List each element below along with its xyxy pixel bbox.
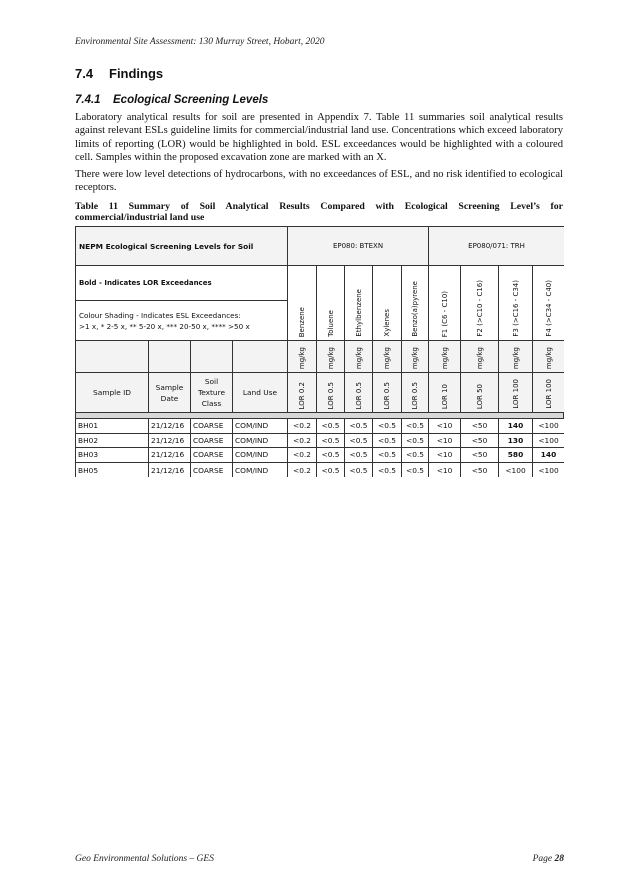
result-cell xyxy=(499,419,533,434)
analyte-header xyxy=(288,266,317,341)
analyte-header xyxy=(317,266,345,341)
sample-date-cell-text: 21/12/16 xyxy=(151,435,185,445)
result-cell-text: 130 xyxy=(507,435,524,445)
result-cell xyxy=(373,448,402,463)
result-cell-text: <0.5 xyxy=(378,465,396,475)
sample-id-header xyxy=(76,373,149,413)
lor-cell xyxy=(429,373,461,413)
result-cell-text: <0.5 xyxy=(349,421,368,431)
unit-cell xyxy=(429,341,461,373)
result-cell xyxy=(288,448,317,463)
result-cell-text: <0.5 xyxy=(406,435,424,445)
analyte-header xyxy=(533,266,564,341)
analyte-name: Benzo(a)pyrene xyxy=(411,281,419,337)
result-cell-text: <50 xyxy=(471,435,488,445)
unit-text: mg/kg xyxy=(544,346,553,369)
running-footer: Geo Environmental Solutions – GES xyxy=(75,854,214,864)
sample-date-cell-text: 21/12/16 xyxy=(151,421,185,431)
sample-date-cell-text: 21/12/16 xyxy=(151,450,185,460)
result-cell xyxy=(499,448,533,463)
result-cell-text: <0.5 xyxy=(349,450,368,460)
sample-date-cell xyxy=(149,448,191,463)
lor-text: LOR 0.5 xyxy=(326,381,335,409)
lor-cell xyxy=(402,373,429,413)
legend-bold-cell xyxy=(76,266,288,301)
sample-id-cell xyxy=(76,434,149,449)
result-cell-text: <0.5 xyxy=(321,450,340,460)
unit-cell xyxy=(373,341,402,373)
land-use-cell-text: COM/IND xyxy=(235,465,269,475)
table-title-cell-text: NEPM Ecological Screening Levels for Soil xyxy=(79,241,254,251)
lor-text: LOR 0.5 xyxy=(411,381,419,409)
result-cell-text: 140 xyxy=(540,450,557,460)
unit-text: mg/kg xyxy=(411,346,419,369)
soil-texture-cell-text: COARSE xyxy=(193,450,224,460)
analyte-header xyxy=(461,266,499,341)
lor-cell xyxy=(317,373,345,413)
result-cell-text: <0.5 xyxy=(406,465,424,475)
lor-text: LOR 0.5 xyxy=(383,381,391,409)
result-cell-text: <0.5 xyxy=(321,465,340,475)
soil-texture-cell xyxy=(191,448,233,463)
sample-id-cell-text: BH01 xyxy=(78,421,99,431)
section-number: 7.4 xyxy=(75,66,94,81)
result-cell-text: <0.2 xyxy=(293,450,311,460)
lor-text: LOR 10 xyxy=(440,383,449,409)
result-cell-text: <0.5 xyxy=(378,421,396,431)
unit-cell xyxy=(402,341,429,373)
result-cell-text: <0.5 xyxy=(321,421,340,431)
unit-text: mg/kg xyxy=(326,346,335,369)
sample-date-header xyxy=(149,373,191,413)
result-cell xyxy=(429,434,461,449)
result-cell-text: <0.5 xyxy=(406,450,424,460)
sample-id-cell xyxy=(76,463,149,478)
result-cell-text: <0.5 xyxy=(349,435,368,445)
analyte-name: Toluene xyxy=(326,310,335,337)
lor-text: LOR 0.2 xyxy=(298,381,306,409)
group-header-btexn xyxy=(288,227,429,266)
paragraph-lab-results: Laboratory analytical results for soil are presented in Appendix 7. Table 11 summaries soil analytical results against relevant ESLs guideline limits for commercial/industrial land use. Concentrations which exceed laboratory limits of reporting (LOR) would be highlighted in bold. ESL exceedances would be highlighted with a coloured cell. Samples within the proposed excavation zone are marked with an X. xyxy=(75,112,563,164)
analyte-name: Ethylbenzene xyxy=(354,289,363,337)
result-cell-text: <0.5 xyxy=(378,435,396,445)
legend-bold-cell-text: Bold - Indicates LOR Exceedances xyxy=(79,279,212,287)
group-header-trh xyxy=(429,227,564,266)
soil-texture-header-text: Soil Texture Class xyxy=(197,377,226,408)
result-cell-text: <50 xyxy=(471,465,488,475)
result-cell xyxy=(288,463,317,478)
unit-text: mg/kg xyxy=(511,346,520,369)
result-cell xyxy=(461,448,499,463)
result-cell xyxy=(288,434,317,449)
result-cell xyxy=(373,419,402,434)
result-cell xyxy=(461,463,499,478)
result-cell xyxy=(461,419,499,434)
result-cell-text: <100 xyxy=(538,435,559,445)
result-cell xyxy=(402,419,429,434)
lor-text: LOR 50 xyxy=(475,383,484,409)
legend-colour-line-1: Colour Shading - Indicates ESL Exceedances: xyxy=(79,310,241,320)
analyte-name: F4 (>C34 - C40) xyxy=(544,280,553,337)
analyte-name: Xylenes xyxy=(383,309,391,337)
result-cell-text: <50 xyxy=(471,450,488,460)
soil-texture-cell xyxy=(191,434,233,449)
empty-unit-cell xyxy=(233,341,288,373)
unit-text: mg/kg xyxy=(354,346,363,369)
table-caption xyxy=(75,201,563,223)
result-cell xyxy=(317,463,345,478)
result-cell-text: <0.5 xyxy=(378,450,396,460)
analyte-name: F2 (>C10 - C16) xyxy=(475,280,484,337)
result-cell-text: <0.2 xyxy=(293,465,311,475)
result-cell-text: <10 xyxy=(436,450,453,460)
result-cell xyxy=(317,434,345,449)
running-header: Environmental Site Assessment: 130 Murray Street, Hobart, 2020 xyxy=(75,37,325,47)
subsection-title: Ecological Screening Levels xyxy=(113,94,269,106)
page-number-value: 28 xyxy=(554,854,564,864)
land-use-cell-text: COM/IND xyxy=(235,450,269,460)
lor-cell xyxy=(533,373,564,413)
result-cell xyxy=(402,434,429,449)
lor-cell xyxy=(461,373,499,413)
lor-text: LOR 0.5 xyxy=(354,381,363,409)
sample-id-cell-text: BH03 xyxy=(78,450,99,460)
land-use-cell xyxy=(233,434,288,449)
result-cell xyxy=(533,434,564,449)
result-cell xyxy=(499,434,533,449)
result-cell-text: <10 xyxy=(436,435,453,445)
section-title: Findings xyxy=(109,66,164,81)
result-cell-text: 580 xyxy=(507,450,524,460)
lor-cell xyxy=(345,373,373,413)
sample-id-cell xyxy=(76,448,149,463)
result-cell-text: <0.5 xyxy=(321,435,340,445)
ecological-screening-table xyxy=(75,226,564,477)
result-cell xyxy=(317,419,345,434)
page-number xyxy=(533,854,564,864)
lor-cell xyxy=(499,373,533,413)
result-cell xyxy=(345,419,373,434)
subsection-number: 7.4.1 xyxy=(75,94,101,106)
group-header-trh-text: EP080/071: TRH xyxy=(468,242,525,250)
sample-id-cell-text: BH02 xyxy=(78,435,99,445)
paragraph-detections: There were low level detections of hydrocarbons, with no exceedances of ESL, and no risk identified to ecological receptors. xyxy=(75,169,563,194)
land-use-cell xyxy=(233,448,288,463)
result-cell xyxy=(373,463,402,478)
soil-texture-cell-text: COARSE xyxy=(193,465,224,475)
lor-cell xyxy=(288,373,317,413)
result-cell-text: <10 xyxy=(436,465,453,475)
sample-date-cell xyxy=(149,434,191,449)
unit-text: mg/kg xyxy=(383,346,391,369)
legend-colour-line-2: >1 x, * 2-5 x, ** 5-20 x, *** 20-50 x, **** >50 x xyxy=(79,321,250,331)
result-cell xyxy=(345,448,373,463)
unit-text: mg/kg xyxy=(440,346,449,369)
sample-date-header-text: Sample Date xyxy=(155,382,184,403)
result-cell-text: <50 xyxy=(471,421,488,431)
sample-date-cell-text: 21/12/16 xyxy=(151,465,185,475)
lor-text: LOR 100 xyxy=(544,379,553,409)
unit-text: mg/kg xyxy=(298,346,306,369)
table-caption-line2: commercial/industrial land use xyxy=(75,212,205,223)
land-use-header-text: Land Use xyxy=(242,388,278,397)
result-cell xyxy=(533,448,564,463)
result-cell xyxy=(288,419,317,434)
unit-cell xyxy=(499,341,533,373)
result-cell-text: <0.2 xyxy=(293,435,311,445)
land-use-cell xyxy=(233,463,288,478)
result-cell xyxy=(402,463,429,478)
result-cell-text: 140 xyxy=(507,421,524,431)
legend-colour-cell xyxy=(76,301,288,341)
result-cell xyxy=(429,419,461,434)
analyte-name: F3 (>C16 - C34) xyxy=(511,280,520,337)
result-cell xyxy=(345,463,373,478)
result-cell-text: <100 xyxy=(505,465,526,475)
result-cell xyxy=(429,448,461,463)
empty-unit-cell xyxy=(191,341,233,373)
soil-texture-cell xyxy=(191,419,233,434)
soil-texture-header xyxy=(191,373,233,413)
section-heading xyxy=(75,66,163,81)
result-cell-text: <0.5 xyxy=(406,421,424,431)
sample-id-cell xyxy=(76,419,149,434)
analyte-header xyxy=(429,266,461,341)
land-use-cell-text: COM/IND xyxy=(235,421,269,431)
table-caption-line1: Table 11 Summary of Soil Analytical Results Compared with Ecological Screening Level’s for xyxy=(75,201,563,212)
analyte-header xyxy=(373,266,402,341)
unit-cell xyxy=(533,341,564,373)
result-cell xyxy=(402,448,429,463)
unit-cell xyxy=(288,341,317,373)
result-cell-text: <10 xyxy=(436,421,453,431)
result-cell-text: <0.5 xyxy=(349,465,368,475)
result-cell xyxy=(499,463,533,478)
sample-date-cell xyxy=(149,419,191,434)
land-use-cell-text: COM/IND xyxy=(235,435,269,445)
result-cell xyxy=(533,419,564,434)
result-cell-text: <100 xyxy=(538,421,559,431)
analyte-header xyxy=(402,266,429,341)
sample-id-header-text: Sample ID xyxy=(93,388,131,397)
page-label: Page xyxy=(532,854,553,864)
analyte-name: F1 (C6 - C10) xyxy=(440,290,449,337)
sample-id-cell-text: BH05 xyxy=(78,465,99,475)
unit-cell xyxy=(317,341,345,373)
empty-unit-cell xyxy=(76,341,149,373)
result-cell-text: <0.2 xyxy=(293,421,311,431)
lor-cell xyxy=(373,373,402,413)
result-cell xyxy=(533,463,564,478)
soil-texture-cell-text: COARSE xyxy=(193,435,224,445)
land-use-header xyxy=(233,373,288,413)
soil-texture-cell xyxy=(191,463,233,478)
lor-text: LOR 100 xyxy=(511,379,520,409)
result-cell xyxy=(461,434,499,449)
unit-cell xyxy=(461,341,499,373)
empty-unit-cell xyxy=(149,341,191,373)
subsection-heading xyxy=(75,94,268,106)
land-use-cell xyxy=(233,419,288,434)
analyte-header xyxy=(499,266,533,341)
sample-date-cell xyxy=(149,463,191,478)
unit-text: mg/kg xyxy=(475,346,484,369)
group-header-btexn-text: EP080: BTEXN xyxy=(332,242,384,250)
result-cell xyxy=(345,434,373,449)
unit-cell xyxy=(345,341,373,373)
result-cell-text: <100 xyxy=(538,465,559,475)
result-cell xyxy=(373,434,402,449)
result-cell xyxy=(317,448,345,463)
table-title-cell xyxy=(76,227,288,266)
result-cell xyxy=(429,463,461,478)
soil-texture-cell-text: COARSE xyxy=(193,421,224,431)
analyte-name: Benzene xyxy=(298,306,306,337)
analyte-header xyxy=(345,266,373,341)
